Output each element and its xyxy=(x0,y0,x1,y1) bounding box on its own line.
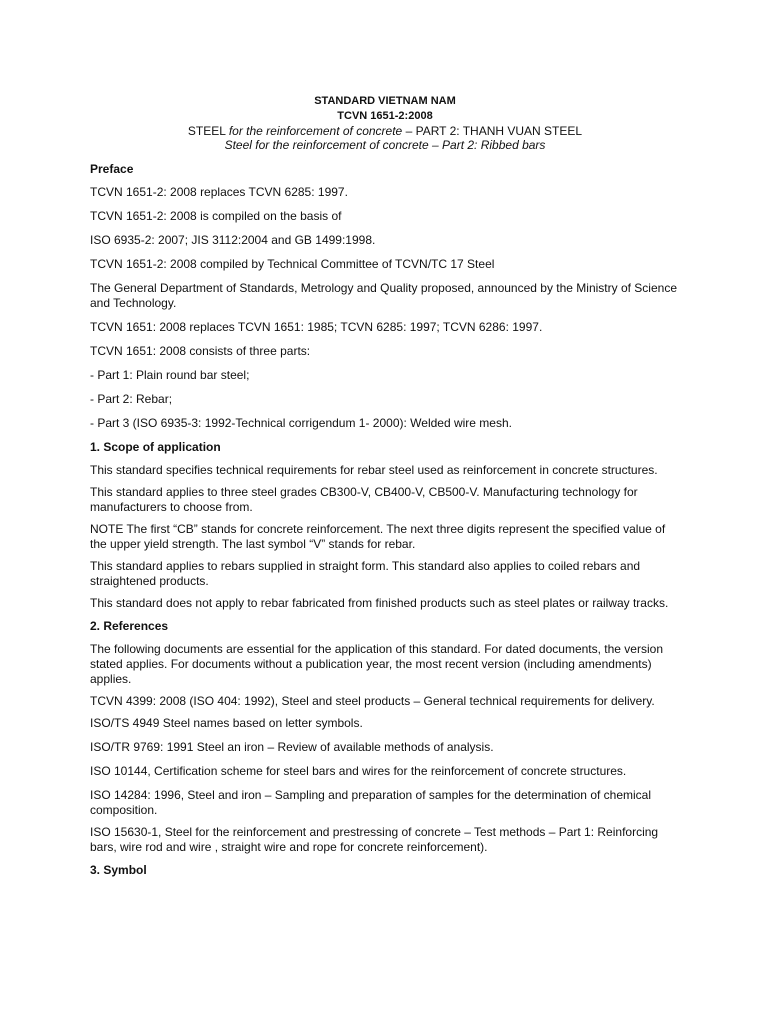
references-intro: The following documents are essential for the application of this standard. For dated documents, the version stated applies. For documents without a publication year, the most recent version (including amendments) applies. xyxy=(90,642,663,686)
scope-paragraph: This standard does not apply to rebar fabricated from finished products such as steel plates or railway tracks. xyxy=(90,596,669,610)
title-prefix: STEEL xyxy=(187,124,229,138)
standard-country-title: STANDARD VIETNAM NAM xyxy=(314,95,456,107)
standard-subtitle: Steel for the reinforcement of concrete – Part 2: Ribbed bars xyxy=(224,138,546,152)
reference-item: TCVN 4399: 2008 (ISO 404: 1992), Steel and steel products – General technical requirements for delivery. xyxy=(90,694,655,708)
preface-paragraph: TCVN 1651-2: 2008 replaces TCVN 6285: 1997. xyxy=(90,185,348,199)
preface-heading: Preface xyxy=(90,162,134,176)
standard-code: TCVN 1651-2:2008 xyxy=(337,110,433,122)
preface-paragraph: The General Department of Standards, Metrology and Quality proposed, announced by the Ministry of Science and Technology. xyxy=(90,281,677,310)
references-heading: 2. References xyxy=(90,619,169,633)
preface-list-item: - Part 3 (ISO 6935-3: 1992-Technical corrigendum 1- 2000): Welded wire mesh. xyxy=(90,416,512,430)
scope-paragraph: This standard applies to rebars supplied in straight form. This standard also applies to coiled rebars and straightened products. xyxy=(90,559,641,588)
scope-paragraph: This standard specifies technical requirements for rebar steel used as reinforcement in concrete structures. xyxy=(90,463,658,477)
preface-list-item: - Part 2: Rebar; xyxy=(90,392,173,406)
preface-list-item: - Part 1: Plain round bar steel; xyxy=(90,368,250,382)
scope-heading: 1. Scope of application xyxy=(90,440,221,454)
preface-paragraph: TCVN 1651: 2008 replaces TCVN 1651: 1985; TCVN 6285: 1997; TCVN 6286: 1997. xyxy=(90,320,543,334)
preface-paragraph: ISO 6935-2: 2007; JIS 3112:2004 and GB 1499:1998. xyxy=(90,233,376,247)
title-italic: for the reinforcement of concrete xyxy=(228,124,403,138)
scope-note: NOTE The first “CB” stands for concrete reinforcement. The next three digits represent the specified value of the upper yield strength. The last symbol “V” stands for rebar. xyxy=(90,522,666,551)
preface-paragraph: TCVN 1651-2: 2008 compiled by Technical Committee of TCVN/TC 17 Steel xyxy=(90,257,495,271)
scope-paragraph: This standard applies to three steel grades CB300-V, CB400-V, CB500-V. Manufacturing technology for manufacturers to choose from. xyxy=(90,485,638,514)
reference-item: ISO/TS 4949 Steel names based on letter symbols. xyxy=(90,716,363,730)
standard-title xyxy=(90,124,680,138)
preface-paragraph: TCVN 1651: 2008 consists of three parts: xyxy=(90,344,311,358)
reference-item: ISO 15630-1, Steel for the reinforcement and prestressing of concrete – Test methods – Part 1: Reinforcing bars, wire rod and wire , straight wire and rope for concrete reinforcement). xyxy=(90,825,659,854)
title-suffix: – PART 2: THANH VUAN STEEL xyxy=(402,124,583,138)
reference-item: ISO 14284: 1996, Steel and iron – Sampling and preparation of samples for the determination of chemical composition. xyxy=(90,788,652,817)
symbol-heading: 3. Symbol xyxy=(90,863,147,877)
reference-item: ISO 10144, Certification scheme for steel bars and wires for the reinforcement of concrete structures. xyxy=(90,764,627,778)
preface-paragraph: TCVN 1651-2: 2008 is compiled on the basis of xyxy=(90,209,342,223)
reference-item: ISO/TR 9769: 1991 Steel an iron – Review of available methods of analysis. xyxy=(90,740,494,754)
document-page xyxy=(90,94,680,877)
